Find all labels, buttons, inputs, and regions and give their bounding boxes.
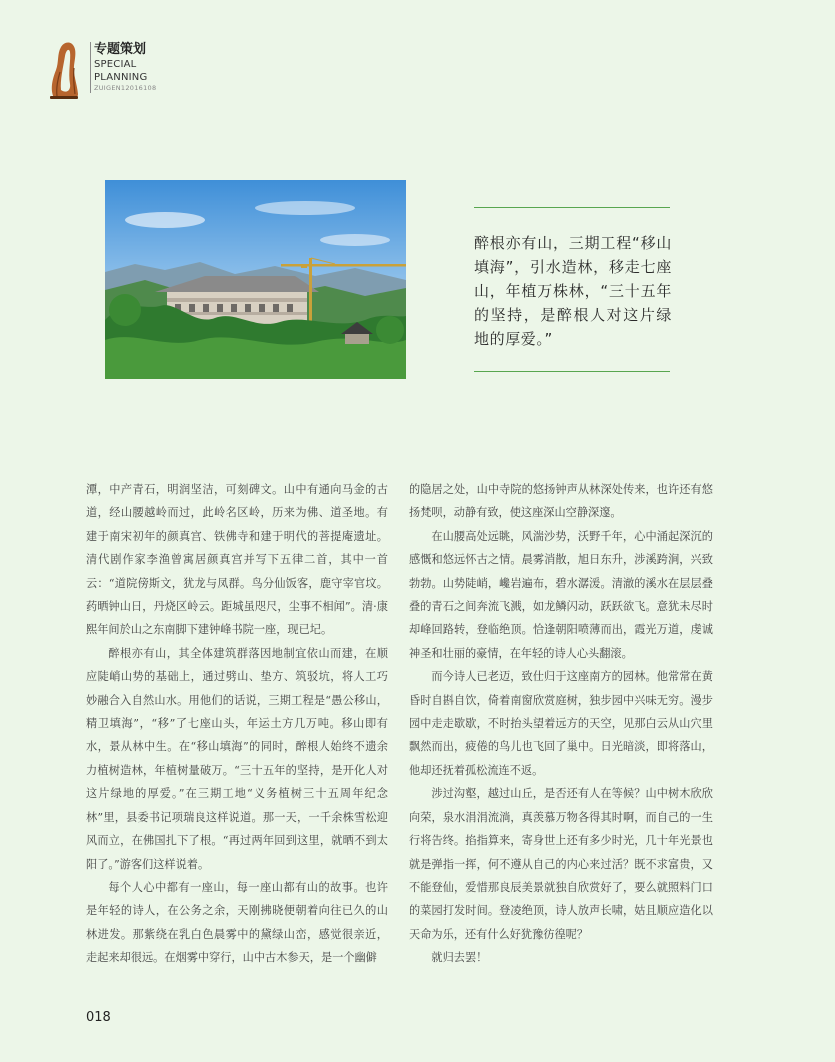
left-paragraph-3: 每个人心中都有一座山，每一座山都有山的故事。也许是年轻的诗人，在公务之余，天刚拂晓便朝着向往已久的山林进发。那紫绕在乳白色晨雾中的黛绿山峦，感觉很亲近，走起来却很远。在烟雾中穿行，山中古木参天，是一个幽僻: [86, 880, 388, 965]
section-title-en: SPECIAL PLANNING: [94, 59, 148, 83]
building-photo: [105, 180, 406, 379]
building-photo-image: [105, 180, 406, 379]
pull-quote: 醉根亦有山，三期工程“移山填海”，引水造林，移走七座山，年植万株林，“三十五年的坚持，是醉根人对这片绿地的厚爱。”: [474, 234, 672, 348]
left-paragraph-1: 潭，中产青石，明润坚洁，可刻碑文。山中有通向马金的古道，经山腰越岭而过，此岭名区岭，历来为佛、道圣地。有建于南宋初年的颜真宫、铁佛寺和建于明代的菩提庵遗址。清代剧作家李渔曾寓居颜真宫并写下五律二首，其中一首云：“道院傍斯文，犹龙与凤群。鸟分仙饭客，鹿守宰官坟。药晒钟山日，丹烧区岭云。距城虽咫尺，尘事不相闻”。清·康熙年间於山之东南脚下建钟峰书院一座，现已圮。: [86, 483, 388, 637]
right-column: [409, 478, 713, 970]
issue-code: ZUIGEN12016108: [94, 84, 157, 92]
right-paragraph-5: 就归去罢！: [431, 951, 488, 965]
quote-rule-top: [474, 207, 670, 208]
page-number: 018: [86, 1010, 111, 1025]
header-text-block: [90, 42, 156, 93]
left-paragraph-2: 醉根亦有山，其全体建筑群落因地制宜依山而建，在顺应陡峭山势的基础上，通过劈山、垫方、筑驳坑，将人工巧妙融合入自然山水。用他们的话说，三期工程是“愚公移山，精卫填海”，“移”了七座山头，年运土方几万吨。移山即有水，景从林中生。在“移山填海”的同时，醉根人始终不遗余力植树造林，年植树量破万。“三十五年的坚持，是开化人对这片绿地的厚爱。”在三期工地“义务植树三十五周年纪念林”里，县委书记项瑞良这样说道。那一天，一千余株雪松迎风而立，在佛国扎下了根。“再过两年回到这里，就晒不到太阳了。”游客们这样说着。: [86, 646, 388, 871]
right-paragraph-2: 在山腰高处远眺，风湍沙势，沃野千年，心中涌起深沉的感慨和悠远怀古之情。晨雾消散，旭日东升，涉溪跨涧，兴致勃勃。山势陡峭，巉岩遍布，碧水潺湲。清澈的溪水在层层叠叠的青石之间奔流飞溅，如龙鳞闪动，跃跃欲飞。意犹未尽时却峰回路转，登临绝顶。恰逢朝阳喷薄而出，霞光万道，虔诚神圣和壮丽的豪情，在年轻的诗人心头翻滚。: [409, 529, 713, 660]
root-carving-logo: [48, 40, 80, 100]
right-paragraph-1: 的隐居之处，山中寺院的悠扬钟声从林深处传来，也许还有悠扬梵呗，动静有致，使这座深山空静深邃。: [409, 483, 713, 520]
right-paragraph-4: 涉过沟壑，越过山丘，是否还有人在等候？山中树木欣欣向荣，泉水涓涓流淌，真羡慕万物各得其时啊，而自己的一生行将告终。掐指算来，寄身世上还有多少时光，几十年光景也就是弹指一挥，何不遵从自己的内心来过活？既不求富贵，又不能登仙，爱惜那良辰美景就独自欣赏好了，要么就照料门口的菜园打发时间。登凌绝顶，诗人放声长啸，姑且顺应造化以天命为乐，还有什么好犹豫彷徨呢？: [409, 787, 713, 941]
section-title-cn: 专题策划: [94, 42, 147, 57]
left-column: [86, 478, 388, 970]
quote-rule-bottom: [474, 371, 670, 372]
right-paragraph-3: 而今诗人已老迈，致仕归于这座南方的园林。他常常在黄昏时自斟自饮，倚着南窗欣赏庭树，独步园中兴味无穷。漫步园中走走歇歇，不时抬头望着远方的天空，见那白云从山穴里飘然而出，疲倦的鸟儿也飞回了巢中。日光暗淡，即将落山，他却还抚着孤松流连不返。: [409, 670, 713, 777]
